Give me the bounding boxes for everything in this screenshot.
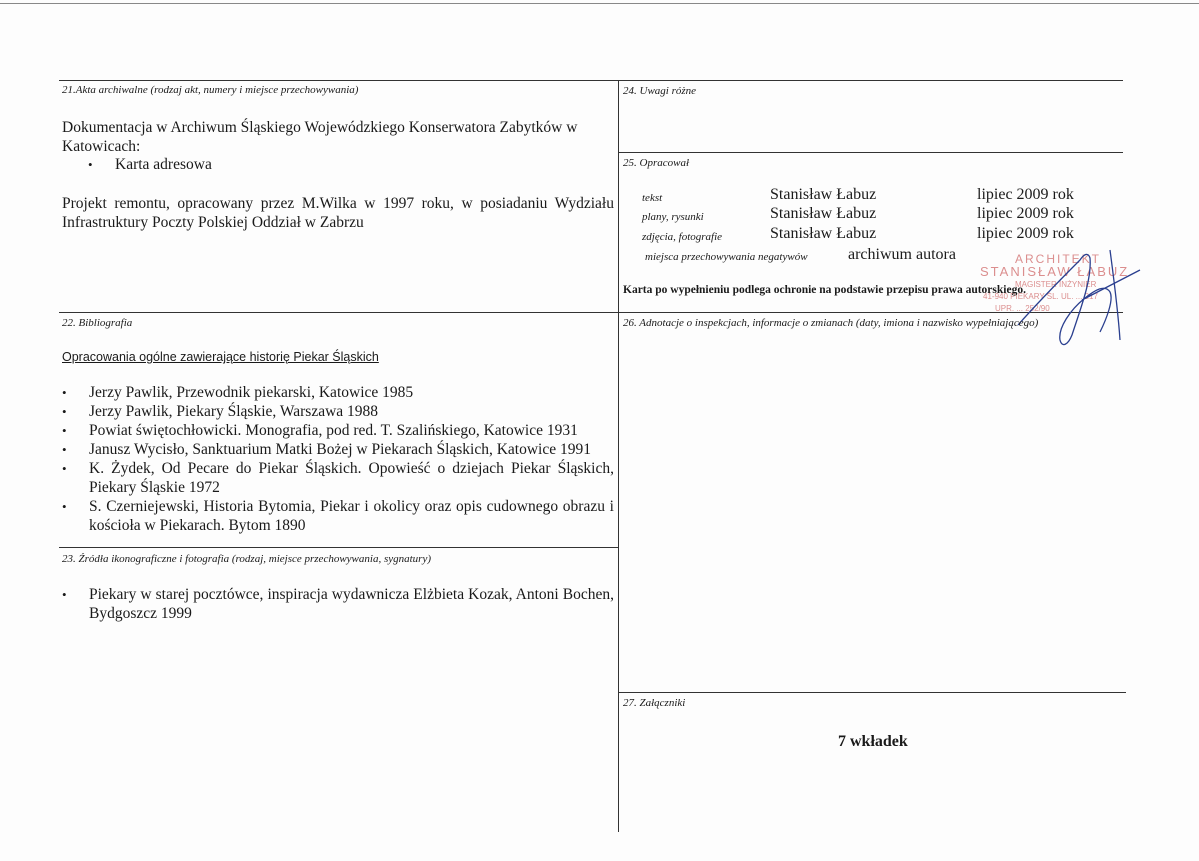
list-item: • Powiat świętochłowicki. Monografia, pod red. T. Szalińskiego, Katowice 1931 bbox=[62, 421, 614, 440]
section-27-label: 27. Załączniki bbox=[623, 697, 686, 709]
list-item: • Jerzy Pawlik, Piekary Śląskie, Warszawa 1988 bbox=[62, 402, 614, 421]
row-divider-22-23 bbox=[59, 547, 619, 548]
row-divider-26-27 bbox=[619, 692, 1126, 693]
list-item: • Piekary w starej pocztówce, inspiracja wydawnicza Elżbieta Kozak, Antoni Bochen, Bydgoszcz 1999 bbox=[62, 585, 614, 623]
stamp-line-3: MAGISTER INŻYNIER bbox=[1015, 280, 1097, 289]
section-22-label: 22. Bibliografia bbox=[62, 317, 133, 329]
credit-name-plans: Stanisław Łabuz bbox=[770, 205, 877, 222]
section-23-label: 23. Źródła ikonograficzne i fotografia (rodzaj, miejsce przechowywania, sygnatury) bbox=[62, 553, 431, 565]
copyright-note: Karta po wypełnieniu podlega ochronie na podstawie przepisu prawa autorskiego. bbox=[623, 284, 1026, 296]
section-21-label: 21.Akta archiwalne (rodzaj akt, numery i miejsce przechowywania) bbox=[62, 84, 359, 96]
credit-name-text: Stanisław Łabuz bbox=[770, 186, 877, 203]
bibliography-list bbox=[62, 383, 614, 535]
section-26-label: 26. Adnotacje o inspekcjach, informacje o zmianach (daty, imiona i nazwisko wypełniającego) bbox=[623, 317, 1039, 329]
list-item: • K. Żydek, Od Pecare do Piekar Śląskich. Opowieść o dziejach Piekar Śląskich, Piekary Śląskie 1972 bbox=[62, 459, 614, 497]
stamp-line-5: UPR. ... 252/90 bbox=[995, 304, 1050, 313]
credit-date-text: lipiec 2009 rok bbox=[977, 186, 1074, 203]
bibliography-subheading: Opracowania ogólne zawierające historię Piekar Śląskich bbox=[62, 350, 379, 364]
iconography-list bbox=[62, 585, 614, 623]
section-21-project: Projekt remontu, opracowany przez M.Wilka w 1997 roku, w posiadaniu Wydziału Infrastruktury Poczty Polskiej Oddział w Zabrzu bbox=[62, 195, 614, 231]
row-divider-21-22 bbox=[59, 312, 1123, 313]
credit-role-plans: plany, rysunki bbox=[642, 211, 704, 223]
credit-name-photos: Stanisław Łabuz bbox=[770, 225, 877, 242]
attachments-value: 7 wkładek bbox=[838, 733, 908, 750]
credit-date-photos: lipiec 2009 rok bbox=[977, 225, 1074, 242]
section-24-label: 24. Uwagi różne bbox=[623, 85, 697, 97]
stamp-line-2: STANISŁAW ŁABUZ bbox=[980, 264, 1130, 279]
credit-date-plans: lipiec 2009 rok bbox=[977, 205, 1074, 222]
scan-edge-line bbox=[0, 3, 1199, 4]
section-25-label: 25. Opracował bbox=[623, 157, 689, 169]
credit-role-text: tekst bbox=[642, 192, 663, 204]
list-item: • Janusz Wycisło, Sanktuarium Matki Bożej w Piekarach Śląskich, Katowice 1991 bbox=[62, 440, 614, 459]
stamp-line-4: 41-940 PIEKARY ŚL. UL. ... 217 bbox=[983, 292, 1098, 301]
section-21-documentation: Dokumentacja w Archiwum Śląskiego Wojewódzkiego Konserwatora Zabytków w Katowicach: bbox=[62, 119, 578, 155]
list-item: • Jerzy Pawlik, Przewodnik piekarski, Katowice 1985 bbox=[62, 383, 614, 402]
list-item: • S. Czerniejewski, Historia Bytomia, Piekar i okolicy oraz opis cudownego obrazu i kościoła w Piekarach. Bytom 1890 bbox=[62, 497, 614, 535]
credit-role-photos: zdjęcia, fotografie bbox=[642, 231, 723, 243]
stamp-line-1: ARCHITEKT bbox=[1015, 252, 1102, 266]
negatives-label: miejsca przechowywania negatywów bbox=[645, 251, 808, 263]
author-signature bbox=[1010, 240, 1150, 355]
row-divider-24-25 bbox=[619, 152, 1123, 153]
table-top-border bbox=[59, 80, 1123, 81]
list-item: • Karta adresowa bbox=[88, 155, 388, 174]
negatives-value: archiwum autora bbox=[848, 246, 956, 263]
column-divider bbox=[618, 80, 619, 832]
section-21-list bbox=[88, 155, 388, 174]
